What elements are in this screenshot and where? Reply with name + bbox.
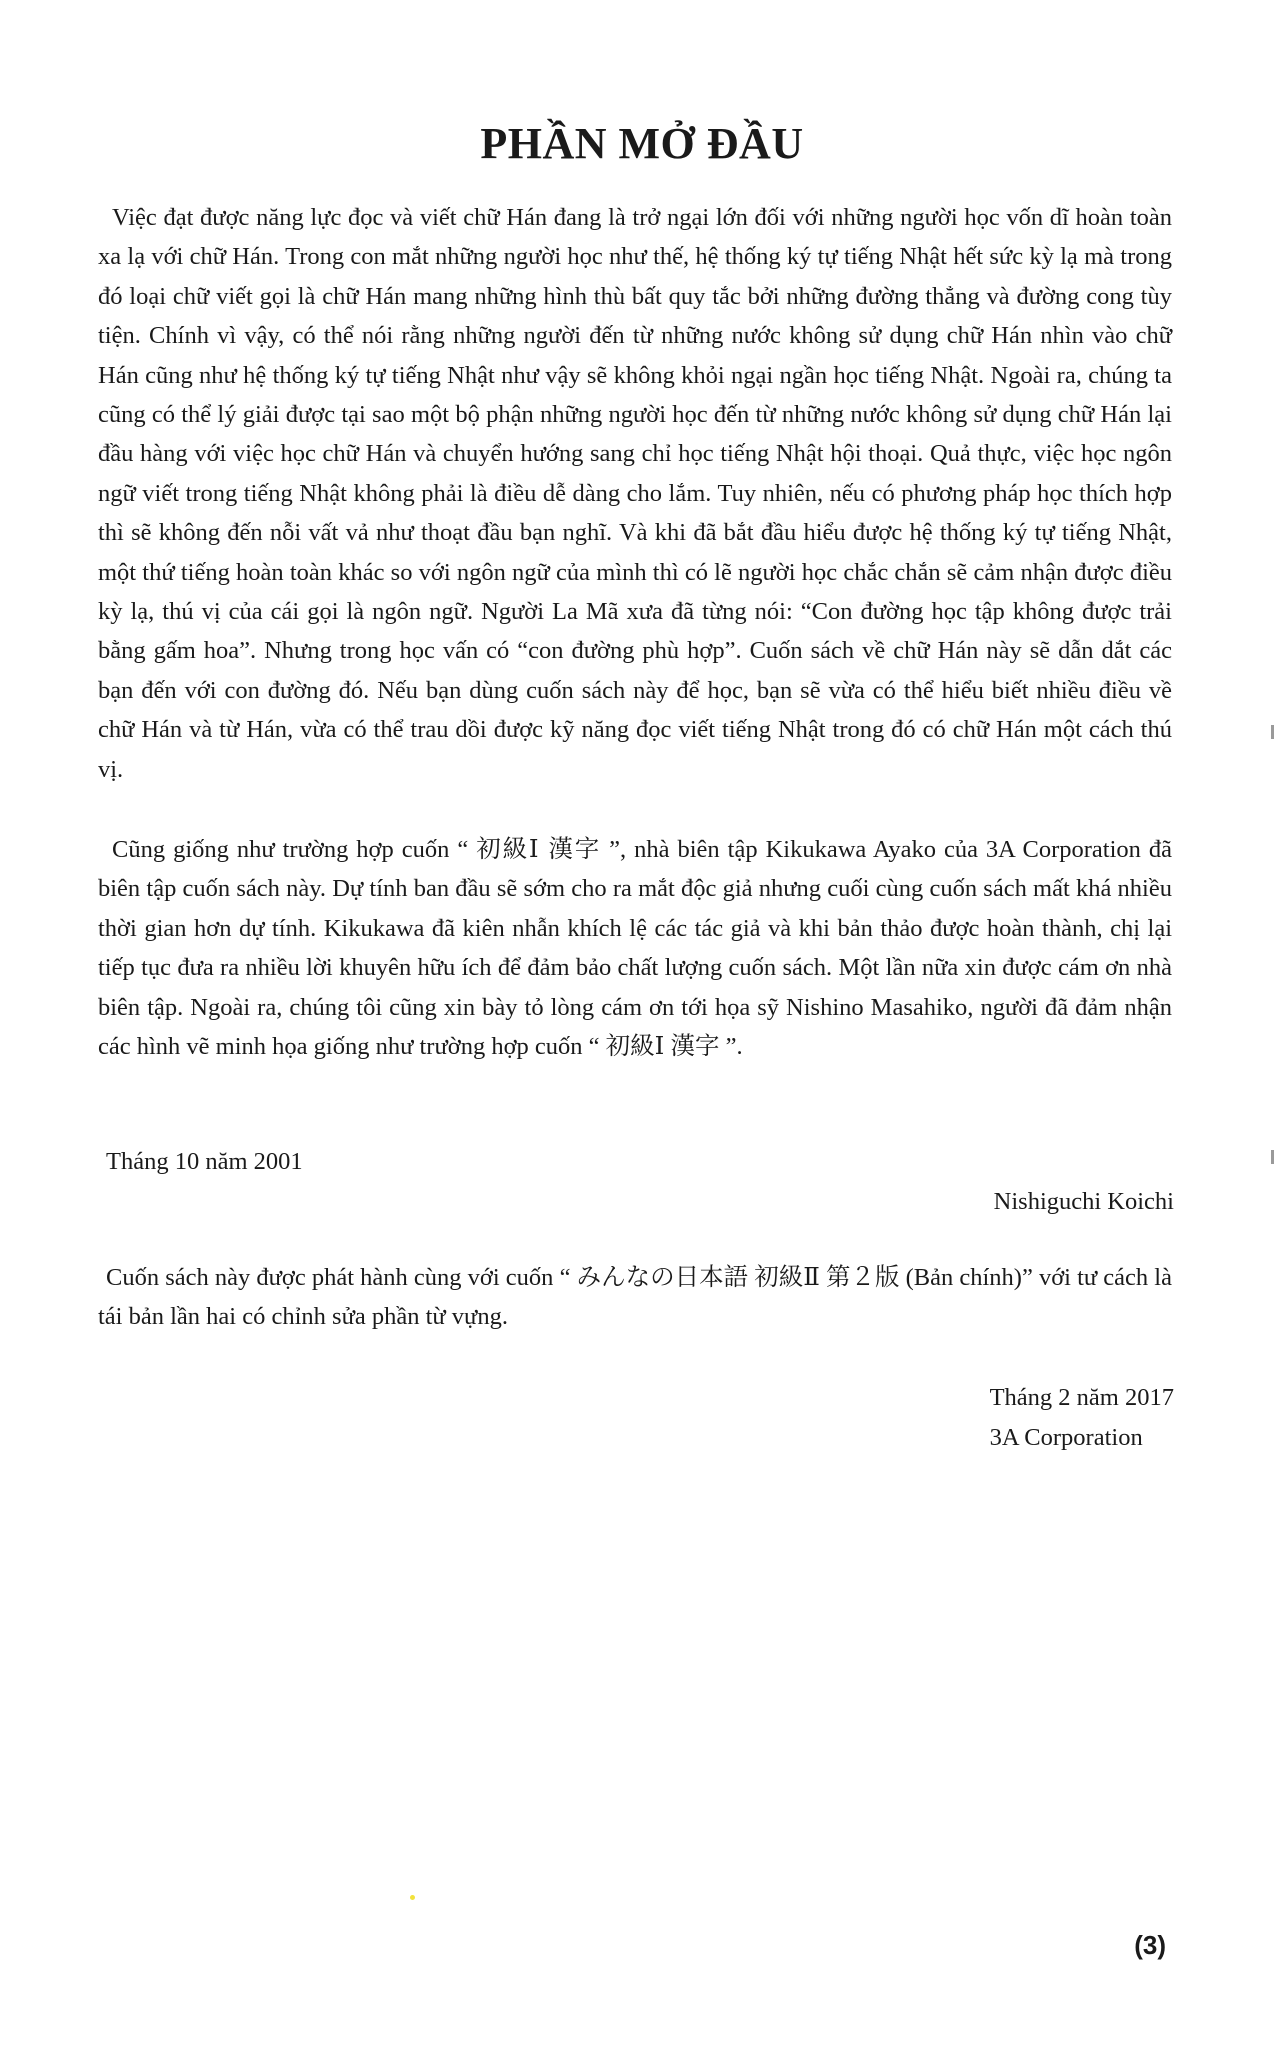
date-2001: Tháng 10 năm 2001 <box>106 1148 303 1175</box>
scan-speck <box>410 1895 415 1900</box>
author-name: Nishiguchi Koichi <box>993 1188 1174 1215</box>
scan-edge-mark <box>1271 1150 1274 1164</box>
edition-note: Cuốn sách này được phát hành cùng với cuốn “ みんなの日本語 初級Ⅱ 第２版 (Bản chính)” với tư cách là tái bản lần hai có chỉnh sửa phần từ vựng. <box>98 1264 1172 1331</box>
page-title: PHẦN MỞ ĐẦU <box>480 119 804 168</box>
intro-paragraph: Việc đạt được năng lực đọc và viết chữ Hán đang là trở ngại lớn đối với những người học vốn dĩ hoàn toàn xa lạ với chữ Hán. Trong con mắt những người học như thế, hệ thống ký tự tiếng Nhật hết sức kỳ lạ mà trong đó loại chữ viết gọi là chữ Hán mang những hình thù bất quy tắc bởi những đường thẳng và đường cong tùy tiện. Chính vì vậy, có thể nói rằng những người đến từ những nước không sử dụng chữ Hán nhìn vào chữ Hán cũng như hệ thống ký tự tiếng Nhật như vậy sẽ không khỏi ngại ngần học tiếng Nhật. Ngoài ra, chúng ta cũng có thể lý giải được tại sao một bộ phận những người học đến từ những nước không sử dụng chữ Hán lại đầu hàng với việc học chữ Hán và chuyển hướng sang chỉ học tiếng Nhật hội thoại. Quả thực, việc học ngôn ngữ viết trong tiếng Nhật không phải là điều dễ dàng cho lắm. Tuy nhiên, nếu có phương pháp học thích hợp thì sẽ không đến nỗi vất vả như thoạt đầu bạn nghĩ. Và khi đã bắt đầu hiểu được hệ thống ký tự tiếng Nhật, một thứ tiếng hoàn toàn khác so với ngôn ngữ của mình thì có lẽ người học chắc chắn sẽ cảm nhận được điều kỳ lạ, thú vị của cái gọi là ngôn ngữ. Người La Mã xưa đã từng nói: “Con đường học tập không được trải bằng gấm hoa”. Nhưng trong học vấn có “con đường phù hợp”. Cuốn sách về chữ Hán này sẽ dẫn dắt các bạn đến với con đường đó. Nếu bạn dùng cuốn sách này để học, bạn sẽ vừa có thể hiểu biết nhiều điều về chữ Hán và từ Hán, vừa có thể trau dồi được kỹ năng đọc viết tiếng Nhật trong đó có chữ Hán một cách thú vị. <box>98 204 1172 783</box>
date-2017: Tháng 2 năm 2017 <box>989 1384 1174 1411</box>
acknowledgement-paragraph: Cũng giống như trường hợp cuốn “ 初級Ⅰ 漢字 ”, nhà biên tập Kikukawa Ayako của 3A Corporation đã biên tập cuốn sách này. Dự tính ban đầu sẽ sớm cho ra mắt độc giả nhưng cuối cùng cuốn sách mất khá nhiều thời gian hơn dự tính. Kikukawa đã kiên nhẫn khích lệ các tác giả và khi bản thảo được hoàn thành, chị lại tiếp tục đưa ra nhiều lời khuyên hữu ích để đảm bảo chất lượng cuốn sách. Một lần nữa xin được cám ơn nhà biên tập. Ngoài ra, chúng tôi cũng xin bày tỏ lòng cám ơn tới họa sỹ Nishino Masahiko, người đã đảm nhận các hình vẽ minh họa giống như trường hợp cuốn “ 初級Ⅰ 漢字 ”. <box>98 836 1172 1061</box>
publisher-name: 3A Corporation <box>989 1424 1143 1451</box>
page-number: (3) <box>1134 1930 1166 1960</box>
scan-edge-mark <box>1271 725 1274 739</box>
publisher-signature <box>990 1378 1174 1458</box>
